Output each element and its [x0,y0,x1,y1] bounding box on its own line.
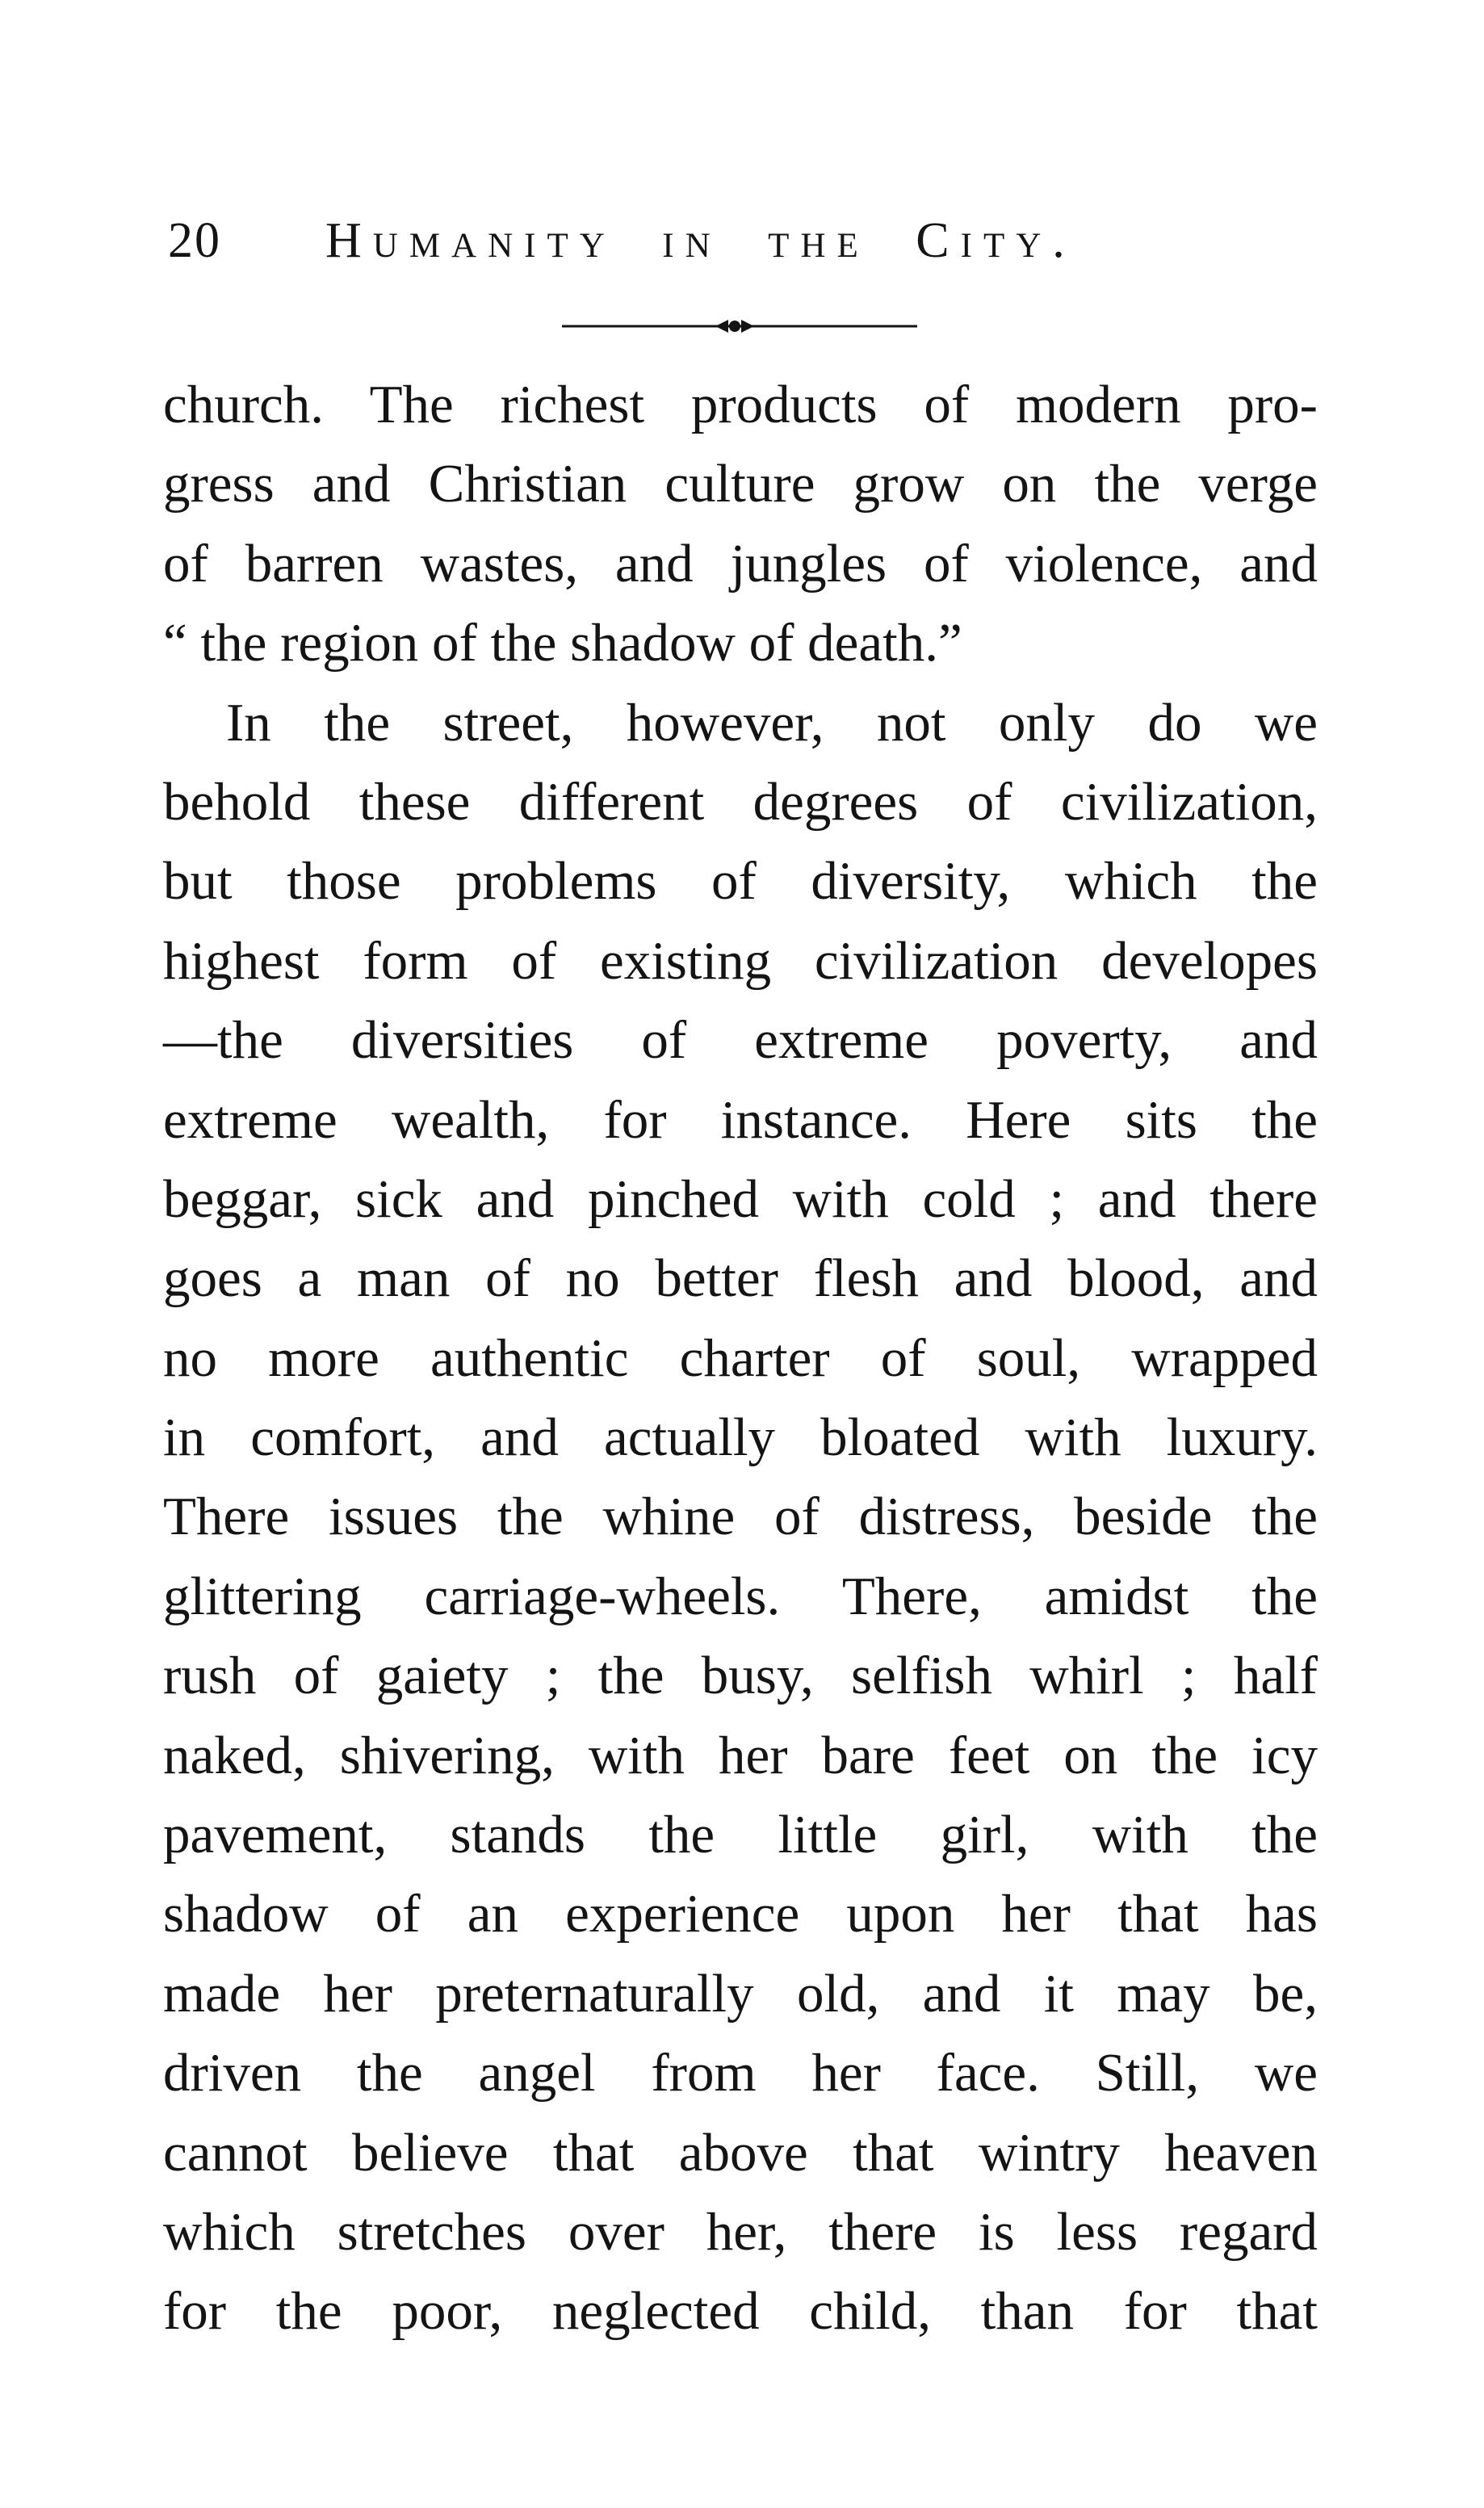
text-line: for the poor, neglected child, than for that [163,2281,1318,2342]
text-line: glittering carriage-wheels. There, amidst the [163,1566,1318,1626]
text-line: There issues the whine of distress, beside the [163,1487,1318,1547]
text-line: rush of gaiety ; the busy, selfish whirl ; half [163,1646,1318,1706]
body-text [163,365,1318,2351]
running-head [168,208,1185,273]
page-number: 20 [168,213,221,268]
ornament-rule [562,317,917,336]
text-line: “ the region of the shadow of death.” [163,613,962,673]
running-title: Humanity in the City. [325,213,1076,268]
text-line: naked, shivering, with her bare feet on the icy [163,1725,1318,1785]
text-line: but those problems of diversity, which the [163,851,1318,912]
text-line: gress and Christian culture grow on the verge [163,454,1318,514]
text-line: in comfort, and actually bloated with luxury. [163,1407,1318,1468]
text-line: shadow of an experience upon her that has [163,1884,1318,1944]
text-line: no more authentic charter of soul, wrapped [163,1327,1318,1388]
text-line: goes a man of no better flesh and blood, and [163,1248,1318,1309]
text-line: made her preternaturally old, and it may be, [163,1963,1318,2024]
text-line: cannot believe that above that wintry heaven [163,2122,1318,2183]
text-line: highest form of existing civilization developes [163,930,1318,991]
text-line: which stretches over her, there is less regard [163,2201,1318,2262]
text-line: of barren wastes, and jungles of violence, and [163,533,1318,593]
text-line: behold these different degrees of civilization, [163,771,1318,832]
text-line: church. The richest products of modern pro- [163,375,1318,434]
text-line: —the diversities of extreme poverty, and [163,1010,1318,1071]
text-line: pavement, stands the little girl, with the [163,1805,1318,1865]
text-line: beggar, sick and pinched with cold ; and there [163,1168,1318,1229]
text-line: extreme wealth, for instance. Here sits the [163,1089,1318,1150]
text-line: driven the angel from her face. Still, we [163,2043,1318,2103]
text-line: In the street, however, not only do we [226,692,1318,753]
